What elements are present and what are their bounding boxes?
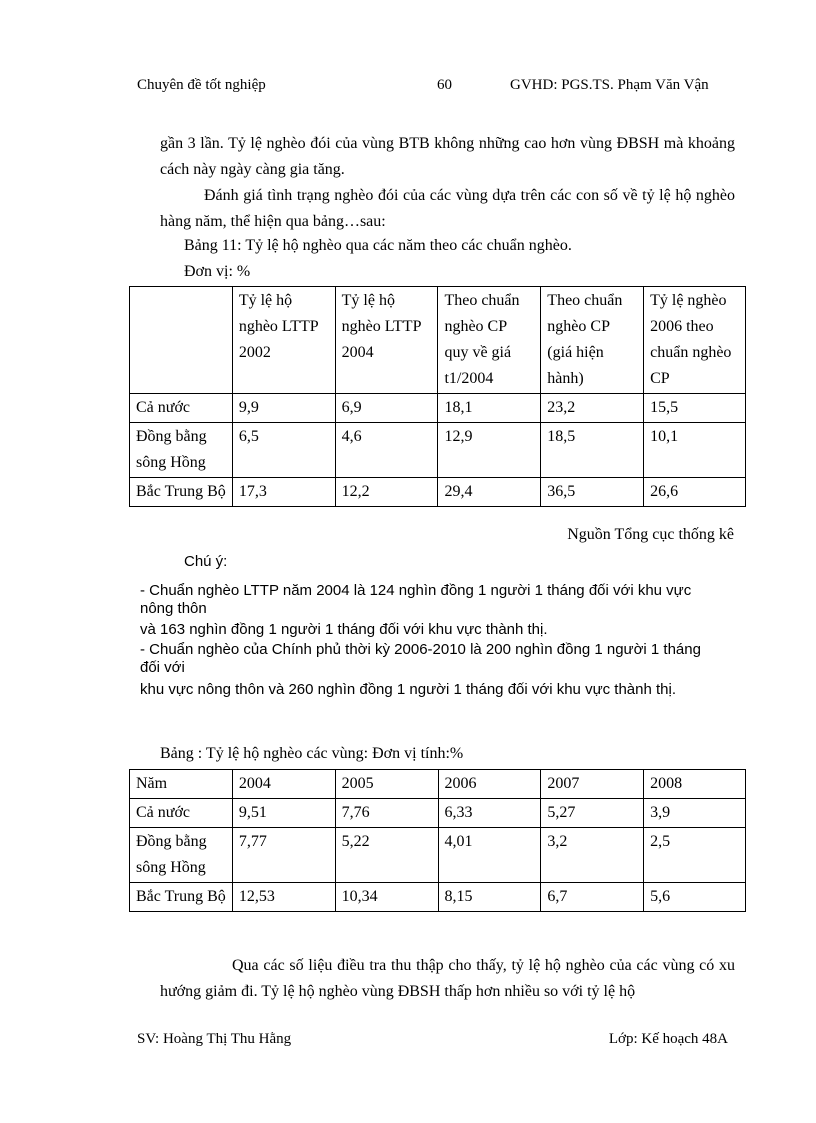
table-cell: 9,9 (232, 394, 335, 423)
table-row (130, 394, 746, 423)
table-row (130, 478, 746, 507)
table1-caption: Bảng 11: Tỷ lệ hộ nghèo qua các năm theo các chuẩn nghèo. (184, 237, 572, 254)
table-cell: 12,2 (335, 478, 438, 507)
table-header-cell: 2007 (541, 770, 644, 799)
table-cell: 5,22 (335, 828, 438, 883)
table-cell: Đồng bằng sông Hồng (130, 828, 233, 883)
table-cell: 6,7 (541, 883, 644, 912)
header-right: GVHD: PGS.TS. Phạm Văn Vận (510, 77, 709, 93)
table-header-row (130, 770, 746, 799)
table-row (130, 423, 746, 478)
table-cell: 6,9 (335, 394, 438, 423)
table1-unit: Đơn vị: % (184, 263, 251, 280)
table-cell: 36,5 (541, 478, 644, 507)
table-header-cell: 2004 (232, 770, 335, 799)
table-cell: 15,5 (644, 394, 746, 423)
table-header-cell (130, 287, 233, 394)
table-cell: 23,2 (541, 394, 644, 423)
table-cell: 17,3 (232, 478, 335, 507)
table-cell: 7,77 (232, 828, 335, 883)
table-cell: Đồng bằng sông Hồng (130, 423, 233, 478)
table-cell: 10,34 (335, 883, 438, 912)
table-row (130, 883, 746, 912)
paragraph-1: gần 3 lần. Tỷ lệ nghèo đói của vùng BTB không những cao hơn vùng ĐBSH mà khoảng cách này ngày càng gia tăng. (160, 135, 735, 178)
note-line-1: - Chuẩn nghèo LTTP năm 2004 là 124 nghìn đồng 1 người 1 tháng đối với khu vực nông thôn (140, 582, 692, 617)
regional-poverty-table (129, 769, 746, 912)
table-cell: 2,5 (644, 828, 746, 883)
table-cell: Bắc Trung Bộ (130, 478, 233, 507)
table-cell: 8,15 (438, 883, 541, 912)
table-cell: 4,01 (438, 828, 541, 883)
table-cell: 6,5 (232, 423, 335, 478)
table-cell: 26,6 (644, 478, 746, 507)
table-cell: 5,6 (644, 883, 746, 912)
table-header-cell: Tỷ lệ nghèo 2006 theo chuẩn nghèo CP (644, 287, 746, 394)
note-line-2: và 163 nghìn đồng 1 người 1 tháng đối với khu vực thành thị. (140, 621, 548, 638)
table-cell: 29,4 (438, 478, 541, 507)
footer-left: SV: Hoàng Thị Thu Hằng (137, 1031, 292, 1047)
table-cell: 12,9 (438, 423, 541, 478)
table-header-cell: 2005 (335, 770, 438, 799)
header-left: Chuyên đề tốt nghiệp (137, 77, 266, 93)
notes-title: Chú ý: (184, 553, 228, 570)
table-row (130, 828, 746, 883)
table-cell: Bắc Trung Bộ (130, 883, 233, 912)
paragraph-2: Đánh giá tình trạng nghèo đói của các vùng dựa trên các con số về tỷ lệ hộ nghèo hàng năm, thể hiện qua bảng…sau: (160, 187, 735, 230)
poverty-standards-table (129, 286, 746, 507)
table-header-cell: Tỷ lệ hộ nghèo LTTP 2002 (232, 287, 335, 394)
table-cell: 10,1 (644, 423, 746, 478)
table-cell: 4,6 (335, 423, 438, 478)
table-header-row (130, 287, 746, 394)
table-cell: 5,27 (541, 799, 644, 828)
table-cell: 3,2 (541, 828, 644, 883)
table-row (130, 799, 746, 828)
table-cell: 9,51 (232, 799, 335, 828)
note-line-3: - Chuẩn nghèo của Chính phủ thời kỳ 2006-2010 là 200 nghìn đồng 1 người 1 tháng đối với (140, 641, 701, 676)
footer-right: Lớp: Kế hoạch 48A (608, 1031, 728, 1047)
table-cell: Cả nước (130, 799, 233, 828)
table-cell: 6,33 (438, 799, 541, 828)
table-cell: 18,1 (438, 394, 541, 423)
table-header-cell: Theo chuẩn nghèo CP quy về giá t1/2004 (438, 287, 541, 394)
table-cell: 7,76 (335, 799, 438, 828)
table-cell: Cả nước (130, 394, 233, 423)
page-number: 60 (437, 77, 452, 93)
table-header-cell: Theo chuẩn nghèo CP (giá hiện hành) (541, 287, 644, 394)
paragraph-last: Qua các số liệu điều tra thu thập cho thấy, tỷ lệ hộ nghèo của các vùng có xu hướng giảm đi. Tỷ lệ hộ nghèo vùng ĐBSH thấp hơn nhiều so với tỷ lệ hộ (160, 957, 735, 1000)
table-cell: 3,9 (644, 799, 746, 828)
table1-source: Nguồn Tổng cục thống kê (567, 526, 734, 543)
table2-caption: Bảng : Tỷ lệ hộ nghèo các vùng: Đơn vị tính:% (160, 745, 464, 762)
note-line-4: khu vực nông thôn và 260 nghìn đồng 1 người 1 tháng đối với khu vực thành thị. (140, 681, 676, 698)
table-header-cell: Tỷ lệ hộ nghèo LTTP 2004 (335, 287, 438, 394)
table-header-cell: 2008 (644, 770, 746, 799)
table-header-cell: Năm (130, 770, 233, 799)
table-header-cell: 2006 (438, 770, 541, 799)
table-cell: 18,5 (541, 423, 644, 478)
table-cell: 12,53 (232, 883, 335, 912)
